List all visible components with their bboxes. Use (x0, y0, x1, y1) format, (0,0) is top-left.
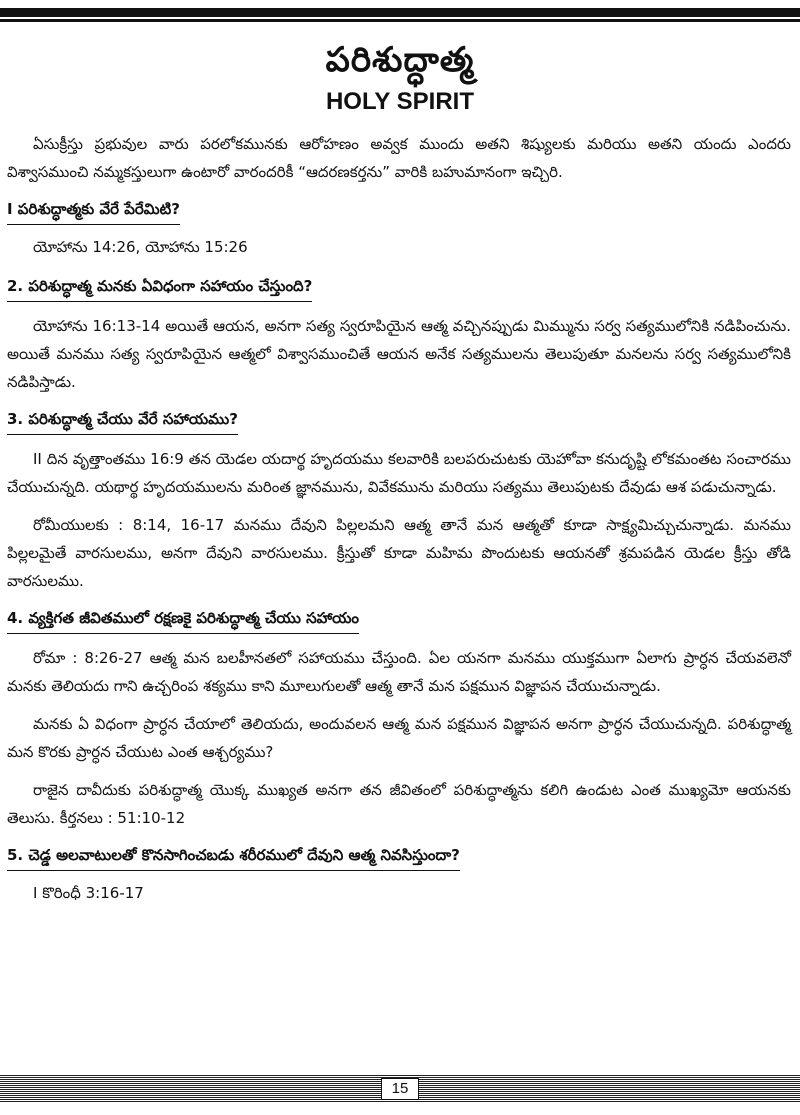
section-paragraph: రాజైన దావీదుకు పరిశుద్ధాత్మ యొక్క ముఖ్యత అనగా తన జీవితంలో పరిశుద్ధాత్మను కలిగి ఉండుట ఎంత ముఖ్యమో ఆయనకు తెలుసు. కీర్తనలు : 51:10-12 (7, 781, 791, 827)
section-heading: I పరిశుద్ధాత్మకు వేరే పేరేమిటి? (7, 200, 180, 225)
document-body (7, 130, 791, 919)
top-rule-thin (0, 19, 800, 22)
top-rule (0, 8, 800, 17)
intro-paragraph: ఏసుక్రీస్తు ప్రభువుల వారు పరలోకమునకు ఆరోహణం అవ్వక ముందు అతని శిష్యులకు మరియు అతని యందు ఎందరు విశ్వాసముంచి నమ్మకస్తులుగా ఉంటారో వారందరికీ “ఆదరణకర్తను” వారికి బహుమానంగా ఇచ్చిరి. (7, 135, 791, 181)
section-heading: 3. పరిశుద్ధాత్మ చేయు వేరే సహాయము? (7, 410, 238, 435)
section-paragraph: యోహాను 16:13-14 అయితే ఆయన, అనగా సత్య స్వరూపియైన ఆత్మ వచ్చినప్పుడు మిమ్మును సర్వ సత్యములోనికి నడిపించును. అయితే మనము సత్య స్వరూపియైన ఆత్మలో విశ్వాసముంచితే ఆయన అనేక సత్యములను తెలుపుతూ మనలను సర్వ సత్యములోనికి నడిపిస్తాడు. (7, 317, 791, 391)
scripture-reference: I కొరింధీ 3:16-17 (33, 884, 144, 902)
section-1 (7, 196, 791, 259)
section-paragraph: రోమా : 8:26-27 ఆత్మ మన బలహీనతలో సహాయము చేస్తుంది. ఏల యనగా మనము యుక్తముగా ఏలాగు ప్రార్ధన చేయవలెనో మనకు తెలియదు గాని ఉచ్చరింప శక్యము కాని మూలుగులతో ఆత్మ తానే మన పక్షమున విజ్ఞాపన చేయుచున్నాడు. (7, 649, 791, 695)
section-paragraph: II దిన వృత్తాంతము 16:9 తన యెడల యదార్థ హృదయము కలవారికి బలపరుచుటకు యెహోవా కనుదృష్టి లోకమంతట సంచారము చేయుచున్నది. యథార్థ హృదయములను మరింత జ్ఞానమును, వివేకమును మరియు సత్యము తెలుపుటకు దేవుడు ఆశ పడుచున్నాడు. (7, 450, 791, 496)
section-heading: 2. పరిశుద్ధాత్మ మనకు ఏవిధంగా సహాయం చేస్తుంది? (7, 277, 312, 302)
page-title-telugu: పరిశుద్ధాత్మ (325, 40, 475, 80)
section-4 (7, 605, 791, 832)
section-3 (7, 406, 791, 595)
section-5 (7, 842, 791, 905)
section-heading: 5. చెడ్డ అలవాటులతో కొనసాగించబడు శరీరములో దేవుని ఆత్మ నివసిస్తుందా? (7, 846, 460, 871)
page-number: 15 (381, 1078, 419, 1100)
section-heading: 4. వ్యక్తిగత జీవితములో రక్షణకై పరిశుద్ధాత్మ చేయు సహాయం (7, 609, 359, 634)
section-2 (7, 273, 791, 396)
section-paragraph: మనకు ఏ విధంగా ప్రార్ధన చేయాలో తెలియదు, అందువలన ఆత్మ మన పక్షమున విజ్ఞాపన అనగా ప్రార్ధన చేయుచున్నది. పరిశుద్ధాత్మ మన కొరకు ప్రార్ధన చేయుట ఎంత ఆశ్చర్యము? (7, 715, 791, 761)
page-title-english: HOLY SPIRIT (325, 88, 475, 115)
scripture-reference: యోహాను 14:26, యోహాను 15:26 (33, 238, 248, 256)
section-paragraph: రోమీయులకు : 8:14, 16-17 మనము దేవుని పిల్లలమని ఆత్మ తానే మన ఆత్మతో కూడా సాక్ష్యమిచ్చుచున్నాడు. మనము పిల్లలమైతే వారసులము, అనగా దేవుని వారసులము. క్రీస్తుతో కూడా మహిమ పొందుటకు ఆయనతో శ్రమపడిన యెడల క్రీస్తు తోడి వారసులము. (7, 516, 791, 590)
